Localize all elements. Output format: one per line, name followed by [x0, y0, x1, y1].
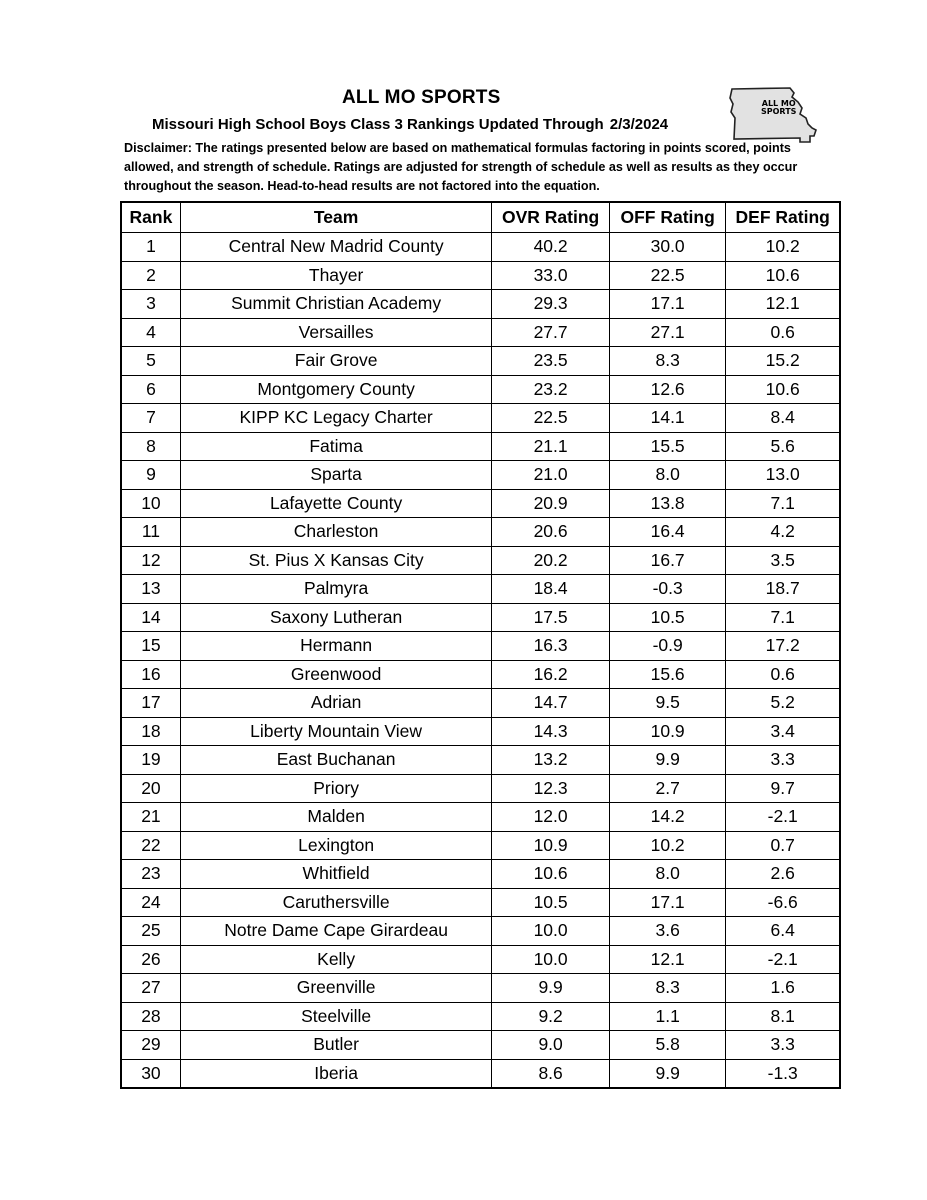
column-header-team: Team [180, 202, 491, 233]
def-rating-cell: 9.7 [726, 774, 840, 803]
off-rating-cell: 12.6 [609, 375, 726, 404]
ovr-rating-cell: 14.7 [492, 689, 610, 718]
table-row [121, 945, 840, 974]
rank-cell: 28 [121, 1002, 180, 1031]
def-rating-cell: 3.5 [726, 546, 840, 575]
off-rating-cell: -0.3 [609, 575, 726, 604]
off-rating-cell: 10.2 [609, 831, 726, 860]
off-rating-cell: 8.3 [609, 974, 726, 1003]
subtitle-text: Missouri High School Boys Class 3 Rankings Updated Through [152, 116, 604, 133]
def-rating-cell: 7.1 [726, 603, 840, 632]
table-row [121, 347, 840, 376]
rank-cell: 10 [121, 489, 180, 518]
table-row [121, 375, 840, 404]
ovr-rating-cell: 10.0 [492, 917, 610, 946]
off-rating-cell: 8.0 [609, 860, 726, 889]
table-body [121, 233, 840, 1089]
ovr-rating-cell: 16.2 [492, 660, 610, 689]
ovr-rating-cell: 10.5 [492, 888, 610, 917]
rank-cell: 9 [121, 461, 180, 490]
off-rating-cell: 30.0 [609, 233, 726, 262]
rank-cell: 8 [121, 432, 180, 461]
column-header-def-rating: DEF Rating [726, 202, 840, 233]
ovr-rating-cell: 33.0 [492, 261, 610, 290]
ovr-rating-cell: 20.6 [492, 518, 610, 547]
rank-cell: 24 [121, 888, 180, 917]
team-cell: Saxony Lutheran [180, 603, 491, 632]
ovr-rating-cell: 20.2 [492, 546, 610, 575]
ovr-rating-cell: 29.3 [492, 290, 610, 319]
logo-line-2: SPORTS [761, 107, 797, 116]
table-row [121, 489, 840, 518]
rank-cell: 19 [121, 746, 180, 775]
off-rating-cell: 9.9 [609, 746, 726, 775]
table-row [121, 803, 840, 832]
rank-cell: 22 [121, 831, 180, 860]
off-rating-cell: 14.2 [609, 803, 726, 832]
rank-cell: 17 [121, 689, 180, 718]
ovr-rating-cell: 17.5 [492, 603, 610, 632]
def-rating-cell: 15.2 [726, 347, 840, 376]
rank-cell: 6 [121, 375, 180, 404]
rank-cell: 21 [121, 803, 180, 832]
team-cell: Steelville [180, 1002, 491, 1031]
table-row [121, 860, 840, 889]
rank-cell: 20 [121, 774, 180, 803]
subtitle [152, 116, 668, 133]
table-row [121, 888, 840, 917]
table-header-row [121, 202, 840, 233]
rankings-table [120, 201, 841, 1089]
def-rating-cell: 13.0 [726, 461, 840, 490]
team-cell: Kelly [180, 945, 491, 974]
team-cell: KIPP KC Legacy Charter [180, 404, 491, 433]
rank-cell: 27 [121, 974, 180, 1003]
table-row [121, 917, 840, 946]
table-row [121, 461, 840, 490]
def-rating-cell: 12.1 [726, 290, 840, 319]
ovr-rating-cell: 21.1 [492, 432, 610, 461]
off-rating-cell: 16.4 [609, 518, 726, 547]
ovr-rating-cell: 10.9 [492, 831, 610, 860]
def-rating-cell: 8.4 [726, 404, 840, 433]
off-rating-cell: 22.5 [609, 261, 726, 290]
rank-cell: 2 [121, 261, 180, 290]
off-rating-cell: 1.1 [609, 1002, 726, 1031]
ovr-rating-cell: 16.3 [492, 632, 610, 661]
table-row [121, 546, 840, 575]
off-rating-cell: 9.5 [609, 689, 726, 718]
ovr-rating-cell: 18.4 [492, 575, 610, 604]
table-row [121, 774, 840, 803]
table-row [121, 831, 840, 860]
ovr-rating-cell: 13.2 [492, 746, 610, 775]
ovr-rating-cell: 23.5 [492, 347, 610, 376]
column-header-ovr-rating: OVR Rating [492, 202, 610, 233]
def-rating-cell: 5.2 [726, 689, 840, 718]
team-cell: East Buchanan [180, 746, 491, 775]
table-row [121, 1002, 840, 1031]
ovr-rating-cell: 9.2 [492, 1002, 610, 1031]
def-rating-cell: -1.3 [726, 1059, 840, 1088]
def-rating-cell: 3.3 [726, 746, 840, 775]
team-cell: Adrian [180, 689, 491, 718]
def-rating-cell: 0.6 [726, 660, 840, 689]
team-cell: Butler [180, 1031, 491, 1060]
table-row [121, 290, 840, 319]
rank-cell: 15 [121, 632, 180, 661]
table-row [121, 404, 840, 433]
team-cell: Notre Dame Cape Girardeau [180, 917, 491, 946]
def-rating-cell: 10.2 [726, 233, 840, 262]
table-row [121, 632, 840, 661]
column-header-off-rating: OFF Rating [609, 202, 726, 233]
ovr-rating-cell: 23.2 [492, 375, 610, 404]
def-rating-cell: 17.2 [726, 632, 840, 661]
rank-cell: 4 [121, 318, 180, 347]
table-row [121, 660, 840, 689]
def-rating-cell: -2.1 [726, 803, 840, 832]
table-row [121, 261, 840, 290]
rank-cell: 5 [121, 347, 180, 376]
team-cell: Charleston [180, 518, 491, 547]
off-rating-cell: 15.6 [609, 660, 726, 689]
team-cell: Iberia [180, 1059, 491, 1088]
logo-text [761, 100, 796, 116]
table-row [121, 689, 840, 718]
def-rating-cell: 6.4 [726, 917, 840, 946]
column-header-rank: Rank [121, 202, 180, 233]
def-rating-cell: 8.1 [726, 1002, 840, 1031]
off-rating-cell: 14.1 [609, 404, 726, 433]
team-cell: Liberty Mountain View [180, 717, 491, 746]
table-row [121, 1031, 840, 1060]
off-rating-cell: 3.6 [609, 917, 726, 946]
team-cell: Sparta [180, 461, 491, 490]
rank-cell: 23 [121, 860, 180, 889]
ovr-rating-cell: 12.3 [492, 774, 610, 803]
off-rating-cell: 27.1 [609, 318, 726, 347]
def-rating-cell: -6.6 [726, 888, 840, 917]
ovr-rating-cell: 22.5 [492, 404, 610, 433]
rank-cell: 12 [121, 546, 180, 575]
team-cell: Montgomery County [180, 375, 491, 404]
team-cell: Malden [180, 803, 491, 832]
def-rating-cell: 10.6 [726, 261, 840, 290]
off-rating-cell: 9.9 [609, 1059, 726, 1088]
ovr-rating-cell: 10.0 [492, 945, 610, 974]
team-cell: Caruthersville [180, 888, 491, 917]
rank-cell: 18 [121, 717, 180, 746]
table-row [121, 1059, 840, 1088]
rank-cell: 3 [121, 290, 180, 319]
team-cell: Lafayette County [180, 489, 491, 518]
def-rating-cell: -2.1 [726, 945, 840, 974]
logo [728, 84, 822, 146]
team-cell: Greenwood [180, 660, 491, 689]
off-rating-cell: 12.1 [609, 945, 726, 974]
off-rating-cell: 16.7 [609, 546, 726, 575]
ovr-rating-cell: 10.6 [492, 860, 610, 889]
ovr-rating-cell: 9.9 [492, 974, 610, 1003]
team-cell: St. Pius X Kansas City [180, 546, 491, 575]
team-cell: Fair Grove [180, 347, 491, 376]
team-cell: Greenville [180, 974, 491, 1003]
ovr-rating-cell: 21.0 [492, 461, 610, 490]
def-rating-cell: 7.1 [726, 489, 840, 518]
off-rating-cell: 2.7 [609, 774, 726, 803]
team-cell: Hermann [180, 632, 491, 661]
ovr-rating-cell: 20.9 [492, 489, 610, 518]
table-row [121, 432, 840, 461]
table-row [121, 746, 840, 775]
table-row [121, 717, 840, 746]
def-rating-cell: 3.4 [726, 717, 840, 746]
team-cell: Central New Madrid County [180, 233, 491, 262]
team-cell: Palmyra [180, 575, 491, 604]
table-row [121, 603, 840, 632]
rank-cell: 7 [121, 404, 180, 433]
team-cell: Priory [180, 774, 491, 803]
table-row [121, 518, 840, 547]
ovr-rating-cell: 27.7 [492, 318, 610, 347]
ovr-rating-cell: 40.2 [492, 233, 610, 262]
def-rating-cell: 5.6 [726, 432, 840, 461]
rank-cell: 26 [121, 945, 180, 974]
off-rating-cell: 10.9 [609, 717, 726, 746]
team-cell: Summit Christian Academy [180, 290, 491, 319]
off-rating-cell: 10.5 [609, 603, 726, 632]
off-rating-cell: 17.1 [609, 290, 726, 319]
off-rating-cell: 5.8 [609, 1031, 726, 1060]
team-cell: Thayer [180, 261, 491, 290]
rank-cell: 25 [121, 917, 180, 946]
team-cell: Fatima [180, 432, 491, 461]
def-rating-cell: 1.6 [726, 974, 840, 1003]
def-rating-cell: 10.6 [726, 375, 840, 404]
team-cell: Versailles [180, 318, 491, 347]
off-rating-cell: 8.3 [609, 347, 726, 376]
off-rating-cell: -0.9 [609, 632, 726, 661]
page-title: ALL MO SPORTS [342, 87, 501, 108]
def-rating-cell: 4.2 [726, 518, 840, 547]
def-rating-cell: 3.3 [726, 1031, 840, 1060]
rank-cell: 1 [121, 233, 180, 262]
rank-cell: 11 [121, 518, 180, 547]
rank-cell: 13 [121, 575, 180, 604]
ovr-rating-cell: 12.0 [492, 803, 610, 832]
team-cell: Lexington [180, 831, 491, 860]
def-rating-cell: 18.7 [726, 575, 840, 604]
table-row [121, 575, 840, 604]
off-rating-cell: 15.5 [609, 432, 726, 461]
rank-cell: 30 [121, 1059, 180, 1088]
ovr-rating-cell: 9.0 [492, 1031, 610, 1060]
def-rating-cell: 0.7 [726, 831, 840, 860]
team-cell: Whitfield [180, 860, 491, 889]
table-row [121, 233, 840, 262]
ovr-rating-cell: 14.3 [492, 717, 610, 746]
ovr-rating-cell: 8.6 [492, 1059, 610, 1088]
rank-cell: 16 [121, 660, 180, 689]
off-rating-cell: 17.1 [609, 888, 726, 917]
off-rating-cell: 8.0 [609, 461, 726, 490]
rank-cell: 14 [121, 603, 180, 632]
disclaimer: Disclaimer: The ratings presented below are based on mathematical formulas factoring in points scored, points allowed, and strength of schedule. Ratings are adjusted for strength of schedule as well as results as they occur throughout the season. Head-to-head results are not factored into the equation. [124, 141, 798, 193]
table-row [121, 318, 840, 347]
rank-cell: 29 [121, 1031, 180, 1060]
off-rating-cell: 13.8 [609, 489, 726, 518]
updated-date: 2/3/2024 [609, 116, 669, 133]
table-row [121, 974, 840, 1003]
def-rating-cell: 0.6 [726, 318, 840, 347]
def-rating-cell: 2.6 [726, 860, 840, 889]
logo-line-1: ALL MO [761, 99, 796, 108]
